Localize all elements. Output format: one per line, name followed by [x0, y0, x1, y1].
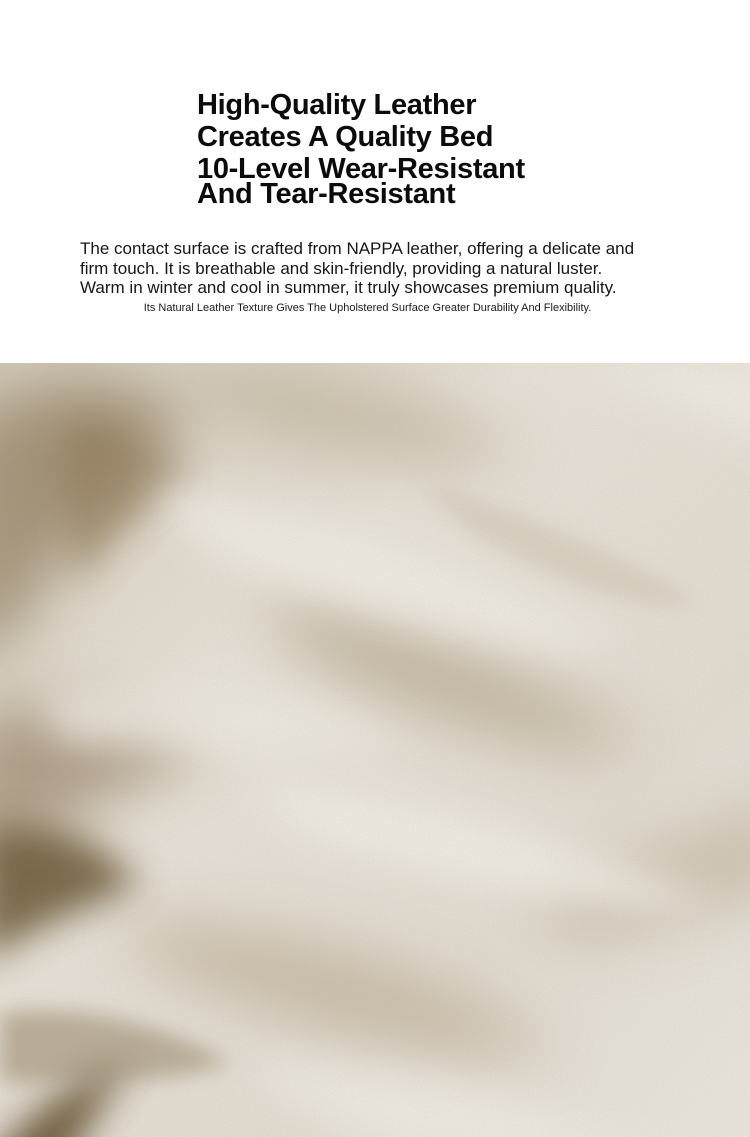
header-section: [0, 0, 750, 363]
description-line-1: The contact surface is crafted from NAPPA leather, offering a delicate and: [80, 239, 635, 258]
description-line-3: Warm in winter and cool in summer, it truly showcases premium quality.: [80, 278, 617, 298]
description-text: [80, 239, 690, 298]
headline-line-4: And Tear-Resistant: [197, 178, 456, 211]
description-line-2: firm touch. It is breathable and skin-friendly, providing a natural luster.: [80, 258, 603, 278]
headline-line-3: 10-Level Wear-Resistant: [197, 153, 525, 186]
leather-texture-image: [0, 363, 750, 1137]
headline: [197, 89, 557, 210]
headline-line-2: Creates A Quality Bed: [197, 121, 494, 154]
headline-line-1: High-Quality Leather: [197, 89, 477, 122]
leather-folds-illustration: [0, 363, 750, 1137]
caption-text: Its Natural Leather Texture Gives The Upholstered Surface Greater Durability And Flexibility.: [143, 302, 592, 314]
